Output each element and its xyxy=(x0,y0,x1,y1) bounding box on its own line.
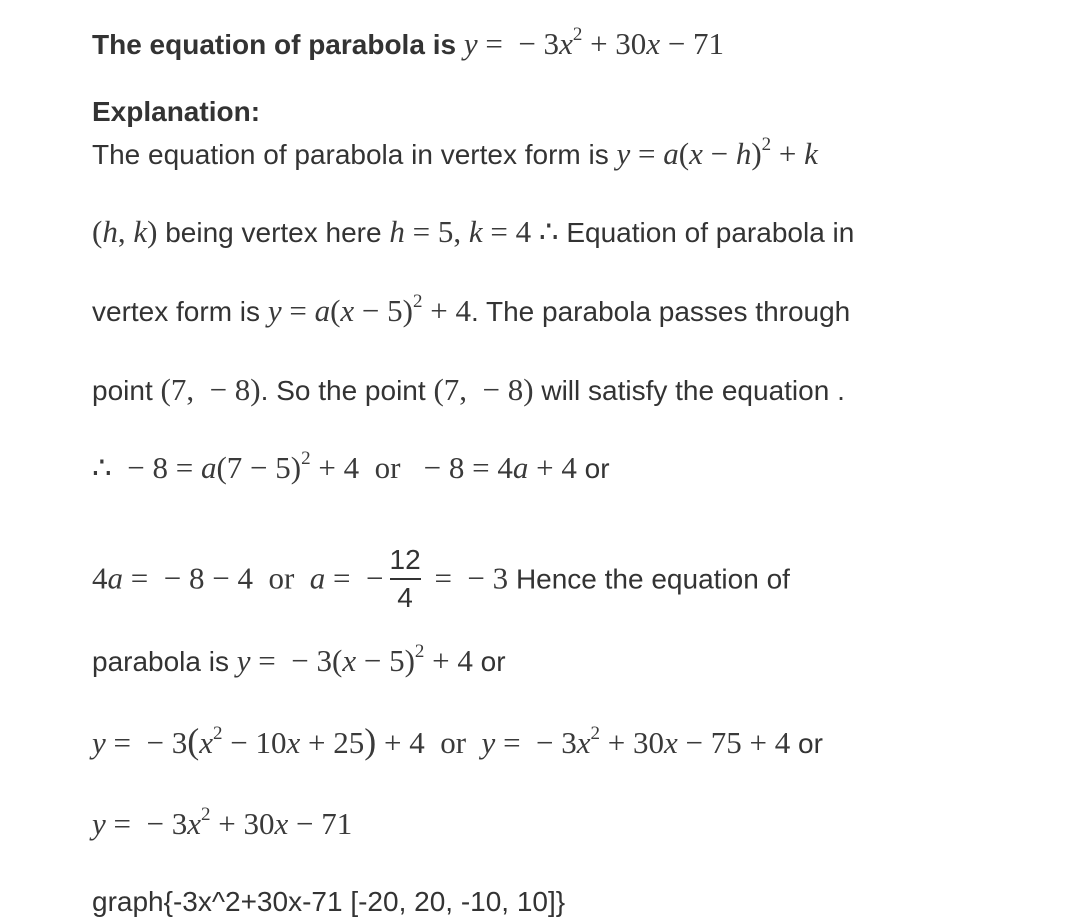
step-4-text-b: . So the point xyxy=(260,375,426,406)
step-line-2 xyxy=(92,212,854,252)
step-4-text-c: will satisfy the equation . xyxy=(541,375,845,406)
answer-equation: y = − $3x^2 + 30x - 71$ xyxy=(463,24,725,61)
step-line-3 xyxy=(92,291,850,331)
step-line-1 xyxy=(92,134,818,174)
expanded-equation: y = − $3(x^2 - 10x + 25) + 4$ or y = − $3x^2 + 30x - 75 + 4$ xyxy=(92,721,791,761)
vertex-hk: (h, k) xyxy=(92,214,158,249)
step-3-text-b: . The parabola passes through xyxy=(470,296,851,327)
answer-line xyxy=(92,24,724,64)
step-7-text: parabola is xyxy=(92,646,229,677)
step-line-9 xyxy=(92,804,352,844)
fraction-12-over-4: $\frac{12}{4}$ xyxy=(389,544,421,613)
parabola-vertex-form-final: y = − $3(x - 5)^2 + 4$ xyxy=(236,641,473,678)
step-line-5 xyxy=(92,448,610,488)
graph-command: graph{-3x^2+30x-71 [-20, 20, -10, 10]} xyxy=(92,886,566,917)
step-line-7 xyxy=(92,641,506,681)
vertex-form-substituted: $y = a(x - 5)^2 + 4$ xyxy=(267,291,471,328)
vertex-values: h = 5, k = 4 ∴ xyxy=(389,214,559,249)
a-value: = − 3 xyxy=(434,560,509,596)
point-b: (7, − 8) xyxy=(433,372,534,407)
solve-a-equation: 4a = − 8 − 4 or a = − xyxy=(92,560,384,596)
step-2-text-a: being vertex here xyxy=(165,217,382,248)
step-1-text: The equation of parabola in vertex form is xyxy=(92,139,609,170)
step-8-text: or xyxy=(798,728,823,759)
step-7-text-b: or xyxy=(480,646,506,677)
step-2-text-b: Equation of parabola in xyxy=(566,217,855,248)
step-line-8 xyxy=(92,721,823,761)
step-line-6 xyxy=(92,544,790,613)
step-line-4 xyxy=(92,370,845,410)
step-5-text: or xyxy=(584,453,610,484)
final-equation: y = − $3x^2 + 30x - 71$ xyxy=(92,804,353,841)
substitution-equation: ∴ − $8 = a(7 - 5)^2 + 4$ or − 8 = 4a + 4 xyxy=(92,448,577,485)
step-4-text-a: point xyxy=(92,375,153,406)
vertex-form-equation: $y = a(x - h)^2 + k$ xyxy=(616,134,818,171)
step-3-text-a: vertex form is xyxy=(92,296,261,327)
point-a: (7, − 8) xyxy=(160,372,261,407)
answer-intro: The equation of parabola is xyxy=(92,29,457,60)
explanation-heading: Explanation: xyxy=(92,96,261,127)
step-6-text: Hence the equation of xyxy=(515,563,790,595)
